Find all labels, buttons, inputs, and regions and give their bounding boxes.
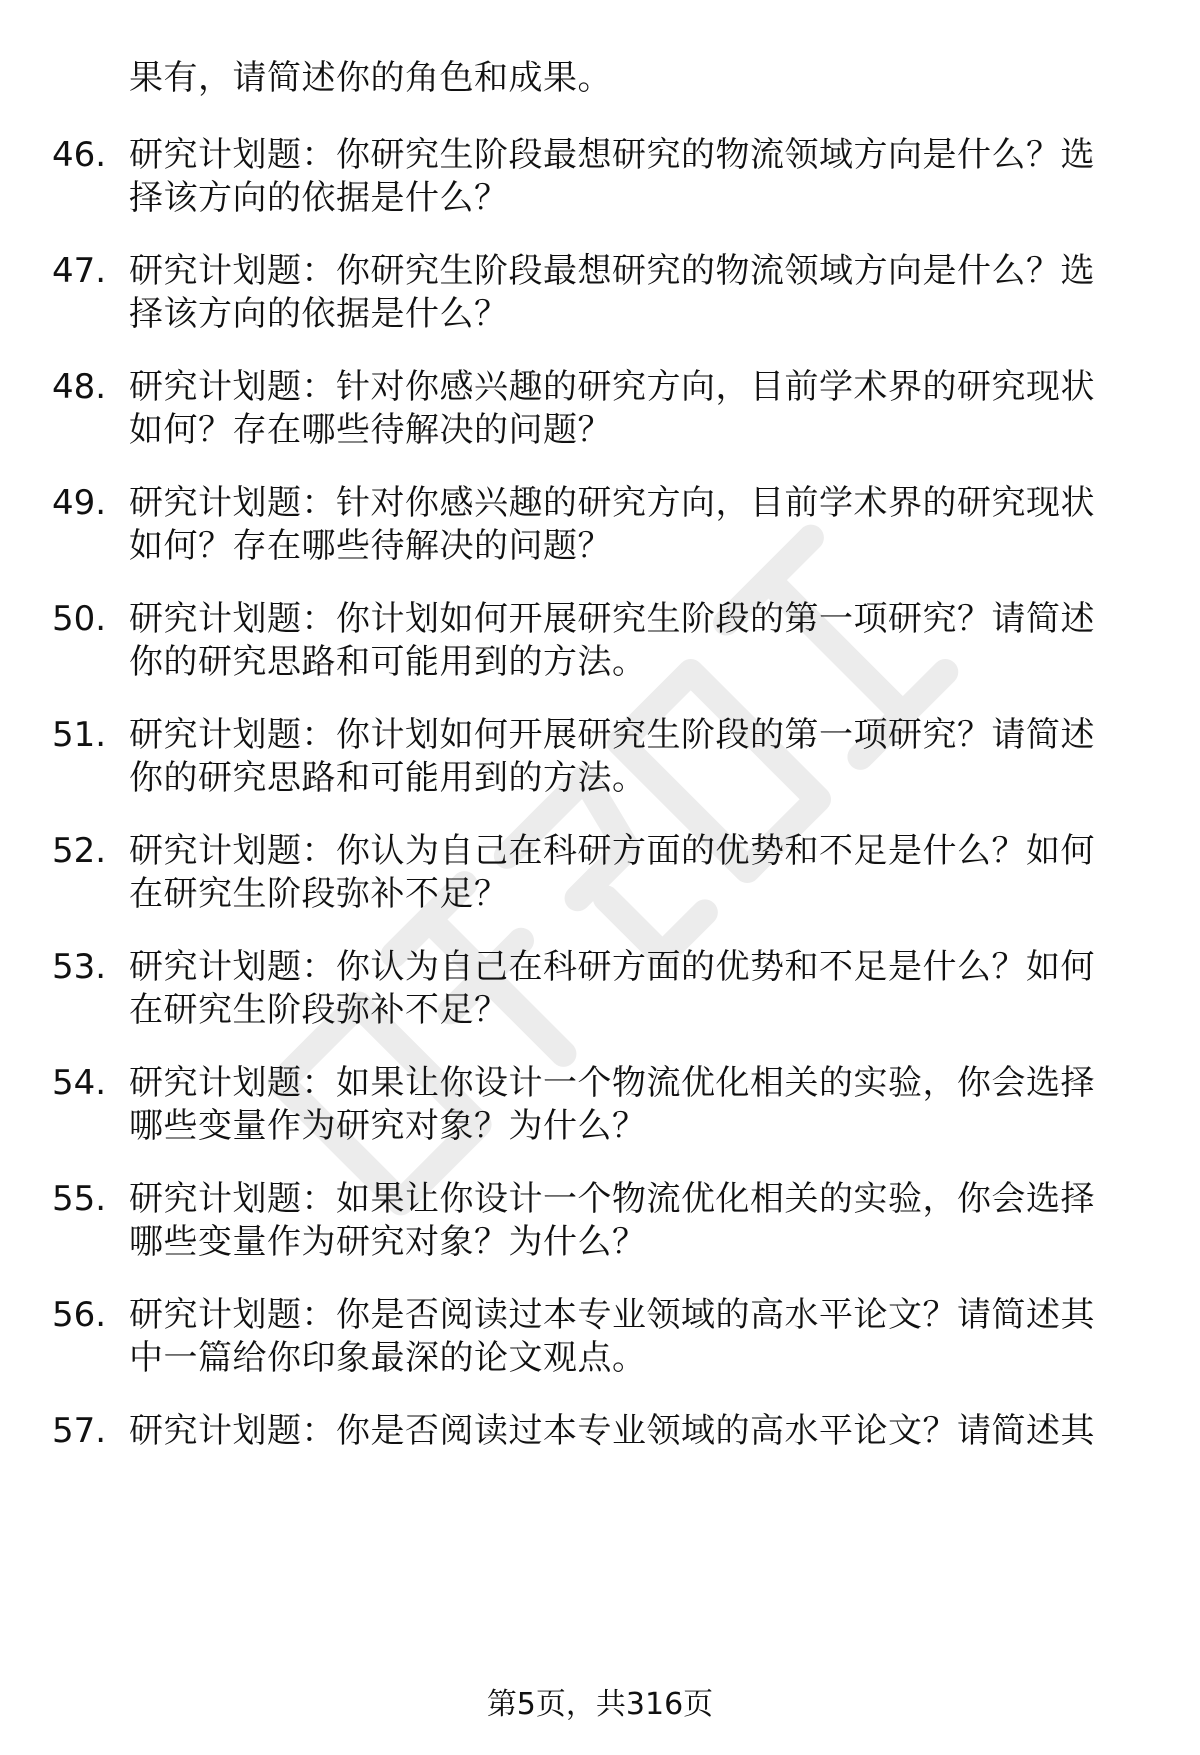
item-text-line2: 择该方向的依据是什么？ [129,178,509,218]
item-text-line1: 研究计划题：你研究生阶段最想研究的物流领域方向是什么？选 [129,251,1095,291]
item-number: 46. [52,135,107,175]
item-text-line2: 在研究生阶段弥补不足？ [129,990,509,1030]
item-text-line2: 如何？存在哪些待解决的问题？ [129,526,612,566]
item-text-line1: 研究计划题：你是否阅读过本专业领域的高水平论文？请简述其 [129,1411,1095,1451]
item-text-line2: 你的研究思路和可能用到的方法。 [129,642,647,682]
item-number: 54. [52,1063,107,1103]
item-number: 48. [52,367,107,407]
item-number: 52. [52,831,107,871]
page-footer: 第5页，共316页 [486,1687,714,1722]
item-number: 47. [52,251,107,291]
item-text-line1: 研究计划题：针对你感兴趣的研究方向，目前学术界的研究现状 [129,483,1095,523]
item-text-line2: 中一篇给你印象最深的论文观点。 [129,1338,647,1378]
item-text-line2: 哪些变量作为研究对象？为什么？ [129,1222,647,1262]
item-text-line2: 你的研究思路和可能用到的方法。 [129,758,647,798]
item-text-line2: 在研究生阶段弥补不足？ [129,874,509,914]
item-text-line1: 研究计划题：你计划如何开展研究生阶段的第一项研究？请简述 [129,599,1095,639]
item-number: 53. [52,947,107,987]
item-text-line1: 研究计划题：你是否阅读过本专业领域的高水平论文？请简述其 [129,1295,1095,1335]
item-number: 55. [52,1179,107,1219]
item-number: 57. [52,1411,107,1451]
item-text-line2: 如何？存在哪些待解决的问题？ [129,410,612,450]
item-text-line1: 研究计划题：针对你感兴趣的研究方向，目前学术界的研究现状 [129,367,1095,407]
intro-text: 果有，请简述你的角色和成果。 [129,58,612,98]
item-number: 56. [52,1295,107,1335]
item-text-line1: 研究计划题：如果让你设计一个物流优化相关的实验，你会选择 [129,1179,1095,1219]
item-text-line1: 研究计划题：你研究生阶段最想研究的物流领域方向是什么？选 [129,135,1095,175]
item-text-line1: 研究计划题：你认为自己在科研方面的优势和不足是什么？如何 [129,947,1095,987]
item-text-line2: 择该方向的依据是什么？ [129,294,509,334]
item-number: 49. [52,483,107,523]
item-text-line2: 哪些变量作为研究对象？为什么？ [129,1106,647,1146]
item-number: 50. [52,599,107,639]
item-text-line1: 研究计划题：你认为自己在科研方面的优势和不足是什么？如何 [129,831,1095,871]
item-number: 51. [52,715,107,755]
item-text-line1: 研究计划题：你计划如何开展研究生阶段的第一项研究？请简述 [129,715,1095,755]
item-text-line1: 研究计划题：如果让你设计一个物流优化相关的实验，你会选择 [129,1063,1095,1103]
